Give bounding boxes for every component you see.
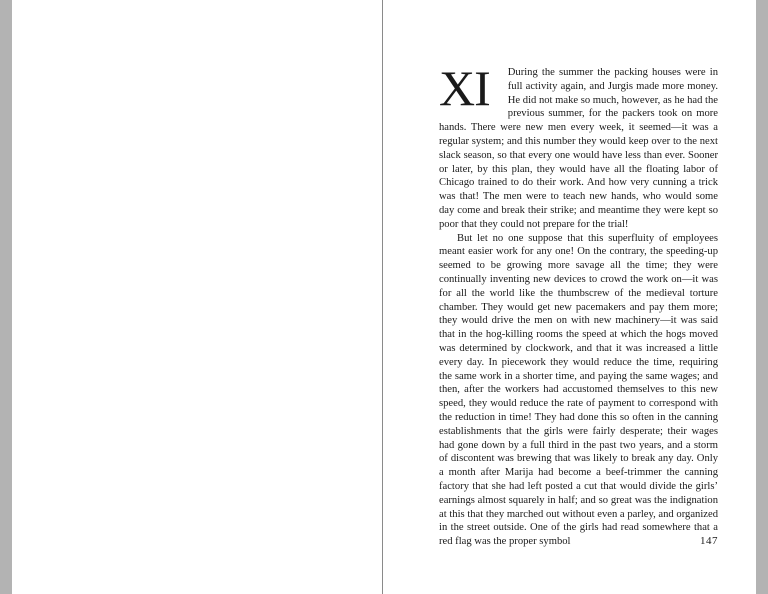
chapter-text (439, 60, 718, 549)
right-page (383, 0, 756, 594)
page-number: 147 (700, 535, 718, 547)
paragraph-1: During the summer the packing houses were in full activity again, and Jurgis made more money. He did not make so much, however, as he had the previous summer, for the packers took on more hands. There were new men every week, it seemed—it was a regular system; and this number they would keep over to the next slack season, so that every one would have less than ever. Sooner or later, by this plan, they would have all the floating labor of Chicago trained to do their work. And how very cunning a trick was that! The men were to teach new hands, who would some day come and break their strike; and meantime they were kept so poor that they could not prepare for the trial! (439, 67, 718, 230)
left-page (12, 0, 382, 594)
chapter-number: XI (439, 60, 490, 116)
paragraph-2: But let no one suppose that this superfluity of employees meant easier work for any one! On the contrary, the speeding-up seemed to be growing more savage all the time; they were continually inventing new devices to crowd the work on—it was for all the world like the thumbscrew of the medieval torture chamber. They would get new pacemakers and pay them more; they would drive the men on with new machinery—it was said that in the hog-killing rooms the speed at which the hogs moved was determined by clockwork, and that it was increased a little every day. In piecework they would reduce the time, requiring the same work in a shorter time, and paying the same wages; and then, after the workers had accustomed themselves to this new speed, they would reduce the rate of payment to correspond with the reduction in time! They had done this so often in the canning establishments that the girls were fairly desperate; their wages had gone down by a full third in the past two years, and a storm of discontent was brewing that was likely to break any day. Only a month after Marija had become a beef-trimmer the canning factory that she had left posted a cut that would divide the girls’ earnings almost squarely in half; and so great was the indignation at this that they marched out without even a parley, and organized in the street outside. One of the girls had read somewhere that a red flag was the proper symbol (439, 232, 718, 548)
